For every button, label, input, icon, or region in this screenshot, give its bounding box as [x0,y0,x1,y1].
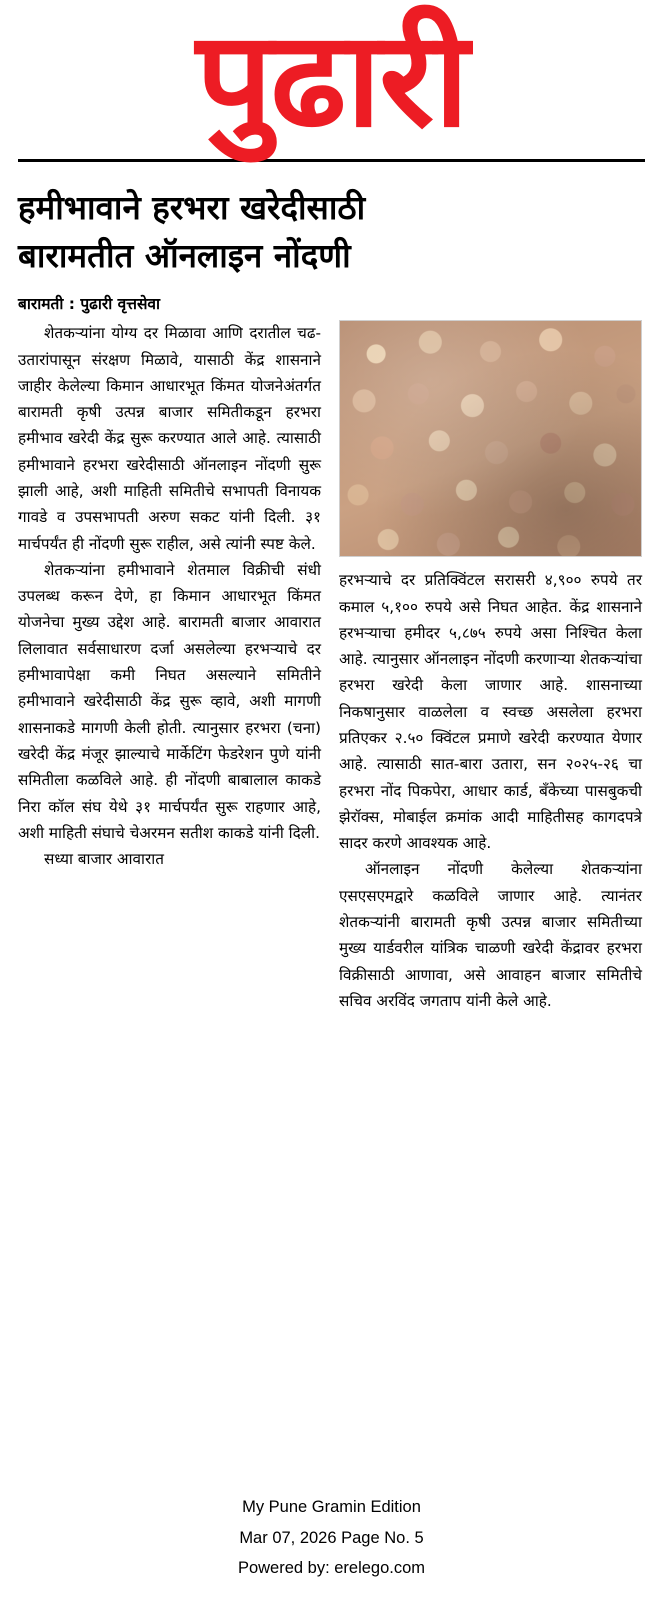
date-and-page-label: Mar 07, 2026 Page No. 5 [239,1528,424,1547]
article-headline [18,184,645,280]
paragraph: शेतकऱ्यांना हमीभावाने शेतमाल विक्रीची संधी उपलब्ध करून देणे, हा किमान आधारभूत किंमत योजनेचा मुख्य उद्देश आहे. बारामती बाजार आवारात लिलावात सर्वसाधारण दर्जा असलेल्या हरभऱ्याचे दर हमीभावापेक्षा कमी निघत असल्याने समितीने हमीभावाने खरेदीसाठी केंद्र सुरू व्हावे, अशी मागणी शासनाकडे मागणी केली होती. त्यानुसार हरभरा (चना) खरेदी केंद्र मंजूर झाल्याचे मार्केटिंग फेडरेशन पुणे यांनी समितीला कळविले आहे. ही नोंदणी बाबालाल काकडे निरा कॉल संघ येथे ३१ मार्चपर्यंत सुरू राहणार आहे, अशी माहिती संघाचे चेअरमन सतीश काकडे यांनी दिली. [18,560,321,842]
headline-line-1: हमीभावाने हरभरा खरेदीसाठी [18,188,366,228]
chickpeas-photo [339,320,642,557]
paragraph: शेतकऱ्यांना योग्य दर मिळावा आणि दरातील चढ-उतारांपासून संरक्षण मिळावे, यासाठी केंद्र शासनाने जाहीर केलेल्या किमान आधारभूत किंमत योजनेअंतर्गत बारामती कृषी उत्पन्न बाजार समितीकडून हरभरा हमीभाव खरेदी केंद्र सुरू करण्यात आले आहे. त्यासाठी हमीभावाने हरभरा खरेदीसाठी ऑनलाइन नोंदणी सुरू झाली आहे, अशी माहिती समितीचे सभापती विनायक गावडे व उपसभापती अरुण सकट यांनी दिली. ३१ मार्चपर्यंत ही नोंदणी सुरू राहील, असे त्यांनी स्पष्ट केले. [18,324,321,553]
article-body [18,320,645,1014]
paragraph: हरभऱ्याचे दर प्रतिक्विंटल सरासरी ४,९०० रुपये तर कमाल ५,१०० रुपये असे निघत आहेत. केंद्र शासनाने हरभऱ्याचा हमीदर ५,८७५ रुपये असा निश्चित केला आहे. त्यानुसार ऑनलाइन नोंदणी करणाऱ्या शेतकऱ्यांचा हरभरा खरेदी केला जाणार आहे. शासनाच्या निकषानुसार वाळलेला व स्वच्छ असलेला हरभरा प्रतिएकर २.५० क्विंटल प्रमाणे खरेदी करण्यात येणार आहे. त्यासाठी सात-बारा उतारा, सन २०२५-२६ चा हरभरा नोंद पिकपेरा, आधार कार्ड, बँकेच्या पासबुकची झेरॉक्स, मोबाईल क्रमांक आदी माहितीसह कागदपत्रे सादर करणे आवश्यक आहे. [339,571,642,853]
powered-by-label: Powered by: erelego.com [237,1559,426,1578]
article-byline: बारामती : पुढारी वृत्तसेवा [18,295,161,314]
photo-shading-overlay [340,321,641,556]
headline-line-2: बारामतीत ऑनलाइन नोंदणी [18,236,351,276]
masthead [18,0,645,162]
publication-logo: पुढारी [196,3,467,157]
article-column-right [339,320,642,1014]
article-column-left [18,320,321,872]
edition-label: My Pune Gramin Edition [242,1498,421,1517]
masthead-divider [18,159,645,162]
paragraph: ऑनलाइन नोंदणी केलेल्या शेतकऱ्यांना एसएसएमद्वारे कळविले जाणार आहे. त्यानंतर शेतकऱ्यांनी बारामती कृषी उत्पन्न बाजार समितीच्या मुख्य यार्डवरील यांत्रिक चाळणी खरेदी केंद्रावर हरभरा विक्रीसाठी आणावा, असे आवाहन बाजार समितीचे सचिव अरविंद जगताप यांनी केले आहे. [339,860,642,1010]
paragraph: सध्या बाजार आवारात [44,850,164,869]
page-footer [0,1492,663,1584]
